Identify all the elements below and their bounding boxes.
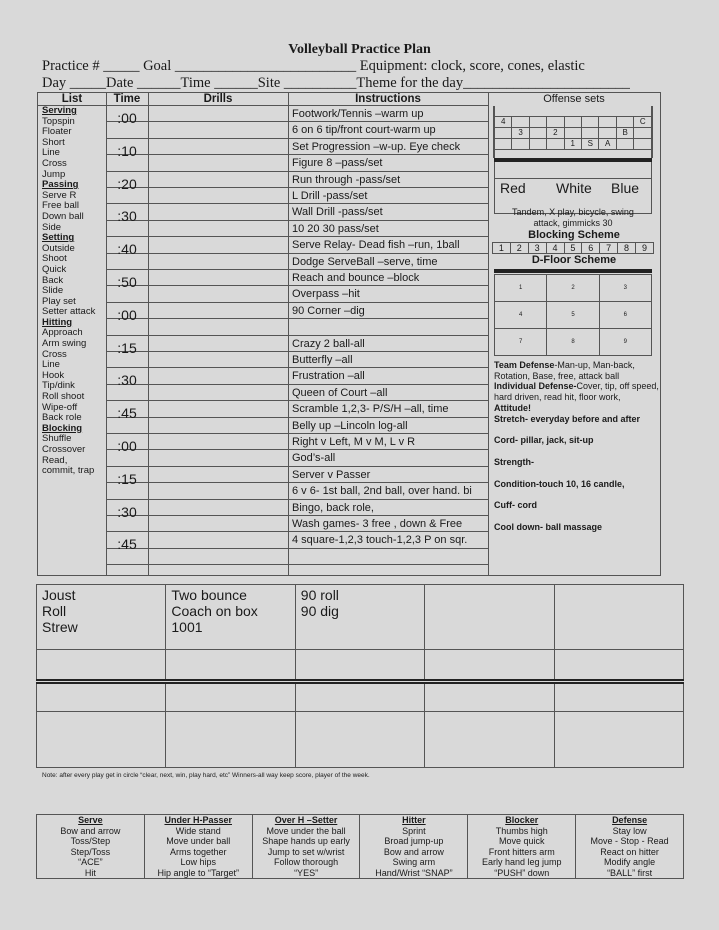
list-item: Setter attack [42, 306, 96, 318]
instruction-cell: Run through -pass/set [292, 173, 401, 186]
header-line-day: Day _____Date ______Time ______Site __________Theme for the day_______________________ [42, 75, 630, 91]
instruction-cell: Right v Left, M v M, L v R [292, 436, 416, 448]
skill-cue: Bow and arrow [383, 846, 444, 857]
skill-heading: Under H-Passer [164, 815, 232, 825]
list-item: Read, [42, 454, 68, 466]
dfloor-cell: 1 [495, 275, 547, 302]
blocking-cell: 1 [493, 243, 511, 254]
games-grid [36, 584, 684, 768]
time-cell: :20 [117, 175, 137, 192]
offense-cell [564, 117, 581, 128]
skill-cue: Move under the ball [266, 825, 346, 836]
dfloor-cell: 9 [599, 329, 651, 356]
games-cell [554, 585, 683, 650]
instruction-cell: Wall Drill -pass/set [292, 206, 383, 219]
team-white: White [556, 180, 592, 196]
skill-cue: Front hitters arm [488, 846, 555, 857]
skill-cue: Toss/Step [70, 836, 111, 846]
instruction-cell: Reach and bounce –block [292, 272, 420, 284]
col-instructions: Instructions [288, 93, 488, 106]
skill-heading: Serve [78, 815, 103, 825]
list-item: Jump [42, 168, 66, 180]
skill-heading: Over H –Setter [274, 815, 338, 825]
time-cell: :45 [117, 536, 137, 553]
time-cell: :30 [117, 372, 137, 389]
time-cell: :15 [117, 470, 137, 487]
dfloor-cell: 4 [495, 302, 547, 329]
practice-table [37, 92, 661, 576]
list-item: Back role [42, 412, 82, 424]
offense-cell [616, 117, 633, 128]
list-item: Cross [42, 157, 67, 169]
time-cell: :30 [117, 208, 137, 225]
list-item: Line [42, 147, 60, 159]
time-cell: :40 [117, 241, 137, 258]
list-item: Hook [42, 369, 65, 381]
offense-cell [512, 117, 529, 128]
blocking-title: Blocking Scheme [528, 229, 620, 241]
offense-cell [599, 117, 616, 128]
blocking-cell: 4 [546, 243, 564, 254]
skill-cue: Thumbs high [495, 825, 548, 836]
dfloor-grid [494, 274, 652, 356]
offense-cell [529, 128, 546, 139]
skill-cue: Sprint [402, 825, 426, 836]
skill-cue: “YES” [294, 867, 319, 878]
skill-list [42, 106, 95, 477]
list-item: Serve R [42, 189, 77, 201]
list-item: Arm swing [42, 338, 87, 350]
offense-cell [634, 128, 652, 139]
offense-cell [529, 139, 546, 150]
instruction-cell: Queen of Court –all [292, 386, 388, 399]
defense-notes: Team Defense-Man-up, Man-back, Rotation, Base, free, attack ball Individual Defense-Cover, tip, off speed, hard driven, read hit, floor work, Attitude! Stretch- everyday before and after [494, 360, 659, 424]
instruction-cell: Overpass –hit [292, 288, 360, 301]
instruction-cell: Scramble 1,2,3- P/S/H –all, time [292, 403, 449, 416]
dfloor-cell: 7 [495, 329, 547, 356]
games-cell [425, 585, 554, 650]
header-line-practice: Practice # _____ Goal _________________________ Equipment: clock, score, cones, elastic [42, 58, 585, 74]
blocking-cell: 9 [636, 243, 654, 254]
instruction-cell: Server v Passer [292, 468, 371, 481]
offense-cell [547, 139, 564, 150]
skill-cue: Hand/Wrist “SNAP” [375, 867, 453, 878]
offense-cell [529, 117, 546, 128]
instruction-cell: 10 20 30 pass/set [292, 222, 379, 235]
col-drills: Drills [148, 93, 288, 106]
offense-cell: 1 [564, 139, 581, 150]
offense-cell: B [616, 128, 633, 139]
skill-column [144, 815, 252, 879]
list-section-heading: Passing [42, 179, 79, 191]
cuff-note: Cuff- cord [494, 500, 537, 510]
offense-note: Tandem, X play, bicycle, swing attack, gimmicks 30 [512, 207, 634, 228]
time-cell: :10 [117, 142, 137, 159]
list-item: Quick [42, 263, 67, 275]
list-item: Roll shoot [42, 391, 85, 403]
time-cell: :00 [117, 110, 137, 126]
time-cell: :15 [117, 339, 137, 356]
skills-table [36, 814, 684, 879]
skill-cue: Wide stand [175, 825, 221, 836]
list-item: Back [42, 274, 64, 286]
games-cell: Two bounce Coach on box 1001 [166, 585, 295, 650]
offense-cell [582, 128, 599, 139]
instruction-cell: Crazy 2 ball-all [292, 337, 365, 350]
offense-cell: 3 [512, 128, 529, 139]
blocking-cell: 2 [510, 243, 528, 254]
instruction-cell: Frustration –all [292, 370, 365, 383]
instruction-cell: 6 v 6- 1st ball, 2nd ball, over hand. bi [292, 485, 472, 498]
list-section-heading: Hitting [42, 316, 73, 328]
table-row [106, 549, 488, 565]
list-item: Crossover [42, 444, 86, 455]
time-cell: :00 [117, 306, 137, 323]
blocking-cell: 7 [600, 243, 618, 254]
offense-cell [512, 139, 529, 150]
skill-heading: Hitter [402, 815, 426, 825]
offense-grid [494, 116, 652, 150]
instruction-cell: 6 on 6 tip/front court-warm up [292, 124, 436, 137]
time-cell: :50 [117, 274, 137, 290]
instruction-cell: Figure 8 –pass/set [292, 157, 383, 170]
list-item: Shuffle [42, 433, 72, 445]
skill-column [360, 815, 468, 879]
list-item: Line [42, 359, 60, 371]
blocking-cell: 6 [582, 243, 600, 254]
blocking-cell: 5 [564, 243, 582, 254]
skill-cue: Bow and arrow [60, 825, 121, 836]
list-item: Floater [42, 126, 72, 138]
instruction-cell: Footwork/Tennis –warm up [292, 108, 424, 120]
instruction-cell: Belly up –Lincoln log-all [292, 419, 408, 432]
list-item: Wipe-off [42, 401, 78, 413]
dfloor-title: D-Floor Scheme [531, 254, 617, 266]
offense-cell [564, 128, 581, 139]
list-item: Side [42, 221, 62, 233]
list-item: Topspin [42, 115, 75, 127]
skill-cue: “BALL” first [607, 867, 653, 878]
list-item: Play set [42, 295, 76, 307]
instruction-cell: Serve Relay- Dead fish –run, 1ball [292, 239, 460, 252]
skill-cue: Early hand leg jump [481, 857, 562, 867]
offense-cell: 4 [495, 117, 512, 128]
time-cell: :45 [117, 405, 137, 422]
offense-cell [582, 117, 599, 128]
skill-column [576, 815, 684, 879]
offense-cell [599, 128, 616, 139]
list-section-heading: Setting [42, 232, 75, 244]
offense-cell [495, 128, 512, 139]
cord-note: Cord- pillar, jack, sit-up [494, 435, 594, 445]
skill-cue: “PUSH” down [494, 867, 550, 878]
skill-cue: React on hitter [600, 846, 659, 857]
offense-cell: C [634, 117, 652, 128]
list-section-heading: Serving [42, 105, 77, 116]
offense-sets-title: Offense sets [543, 93, 605, 105]
games-cell: Joust Roll Strew [37, 585, 166, 650]
skill-cue: Broad jump-up [384, 836, 444, 846]
instruction-cell: God’s-all [292, 452, 336, 465]
dfloor-cell: 2 [547, 275, 599, 302]
offense-cell: 2 [547, 128, 564, 139]
cooldown-note: Cool down- ball massage [494, 522, 603, 532]
team-red: Red [500, 180, 526, 196]
skill-cue: Low hips [180, 857, 216, 867]
list-item: Free ball [42, 200, 79, 212]
offense-cell [616, 139, 633, 150]
col-time: Time [106, 93, 148, 106]
page-title: Volleyball Practice Plan [288, 42, 431, 57]
skill-cue: Stay low [612, 825, 647, 836]
list-item: Outside [42, 242, 75, 254]
list-item: Short [42, 136, 65, 148]
list-item: Slide [42, 285, 64, 297]
blocking-cell: 8 [618, 243, 636, 254]
offense-panel [488, 93, 660, 575]
blocking-cell: 3 [528, 243, 546, 254]
skill-cue: Swing arm [392, 857, 436, 867]
skill-cue: Move - Stop - Read [590, 836, 669, 846]
instruction-cell: Bingo, back role, [292, 501, 374, 514]
skill-cue: Arms together [169, 846, 227, 857]
skill-column [252, 815, 360, 879]
offense-cell [634, 139, 652, 150]
offense-cell [495, 139, 512, 150]
team-blue: Blue [611, 180, 640, 196]
list-item: Cross [42, 348, 67, 360]
skill-cue: Hit [84, 867, 96, 878]
list-item: Shoot [42, 253, 67, 265]
skill-cue: Jump to set w/wrist [267, 846, 345, 857]
condition-note: Condition-touch 10, 16 candle, [494, 479, 625, 489]
skill-cue: Shape hands up early [262, 836, 350, 846]
dfloor-cell: 5 [547, 302, 599, 329]
skill-heading: Blocker [505, 815, 539, 825]
time-cell: :00 [117, 438, 137, 454]
list-item: Tip/dink [42, 380, 75, 392]
dfloor-cell: 8 [547, 329, 599, 356]
games-cell: 90 roll 90 dig [295, 585, 424, 650]
list-item: commit, trap [42, 465, 95, 477]
skill-cue: Move quick [498, 836, 545, 846]
instruction-cell: Set Progression –w-up. Eye check [292, 140, 461, 153]
skill-column [468, 815, 576, 879]
skill-column [37, 815, 145, 879]
instruction-cell: Butterfly –all [292, 354, 353, 366]
instruction-cell: Dodge ServeBall –serve, time [292, 255, 438, 268]
list-item: Approach [42, 327, 83, 339]
table-row [106, 319, 488, 335]
time-cell: :30 [117, 503, 137, 520]
offense-cell [547, 117, 564, 128]
skill-heading: Defense [612, 815, 648, 825]
col-list: List [38, 93, 106, 106]
skill-cue: Follow thorough [274, 857, 339, 867]
footnote: Note: after every play get in circle “clear, next, win, play hard, etc” Winners-all way keep score, player of the week. [42, 772, 370, 779]
blocking-scheme [492, 242, 654, 254]
instruction-cell: Wash games- 3 free , down & Free [292, 518, 463, 530]
skill-cue: “ACE” [78, 857, 103, 867]
skill-cue: Move under ball [166, 836, 231, 846]
skill-cue: Hip angle to “Target” [157, 867, 240, 878]
list-item: Down ball [42, 210, 84, 222]
strength-note: Strength- [494, 457, 534, 467]
offense-cell: S [582, 139, 599, 150]
instruction-cell: L Drill -pass/set [292, 190, 368, 202]
list-section-heading: Blocking [42, 422, 83, 434]
skill-cue: Modify angle [604, 857, 656, 867]
offense-cell: A [599, 139, 616, 150]
dfloor-cell: 6 [599, 302, 651, 329]
instruction-cell: 90 Corner –dig [292, 304, 365, 317]
instruction-cell: 4 square-1,2,3 touch-1,2,3 P on sqr. [292, 534, 468, 547]
dfloor-cell: 3 [599, 275, 651, 302]
skill-cue: Step/Toss [70, 846, 111, 857]
